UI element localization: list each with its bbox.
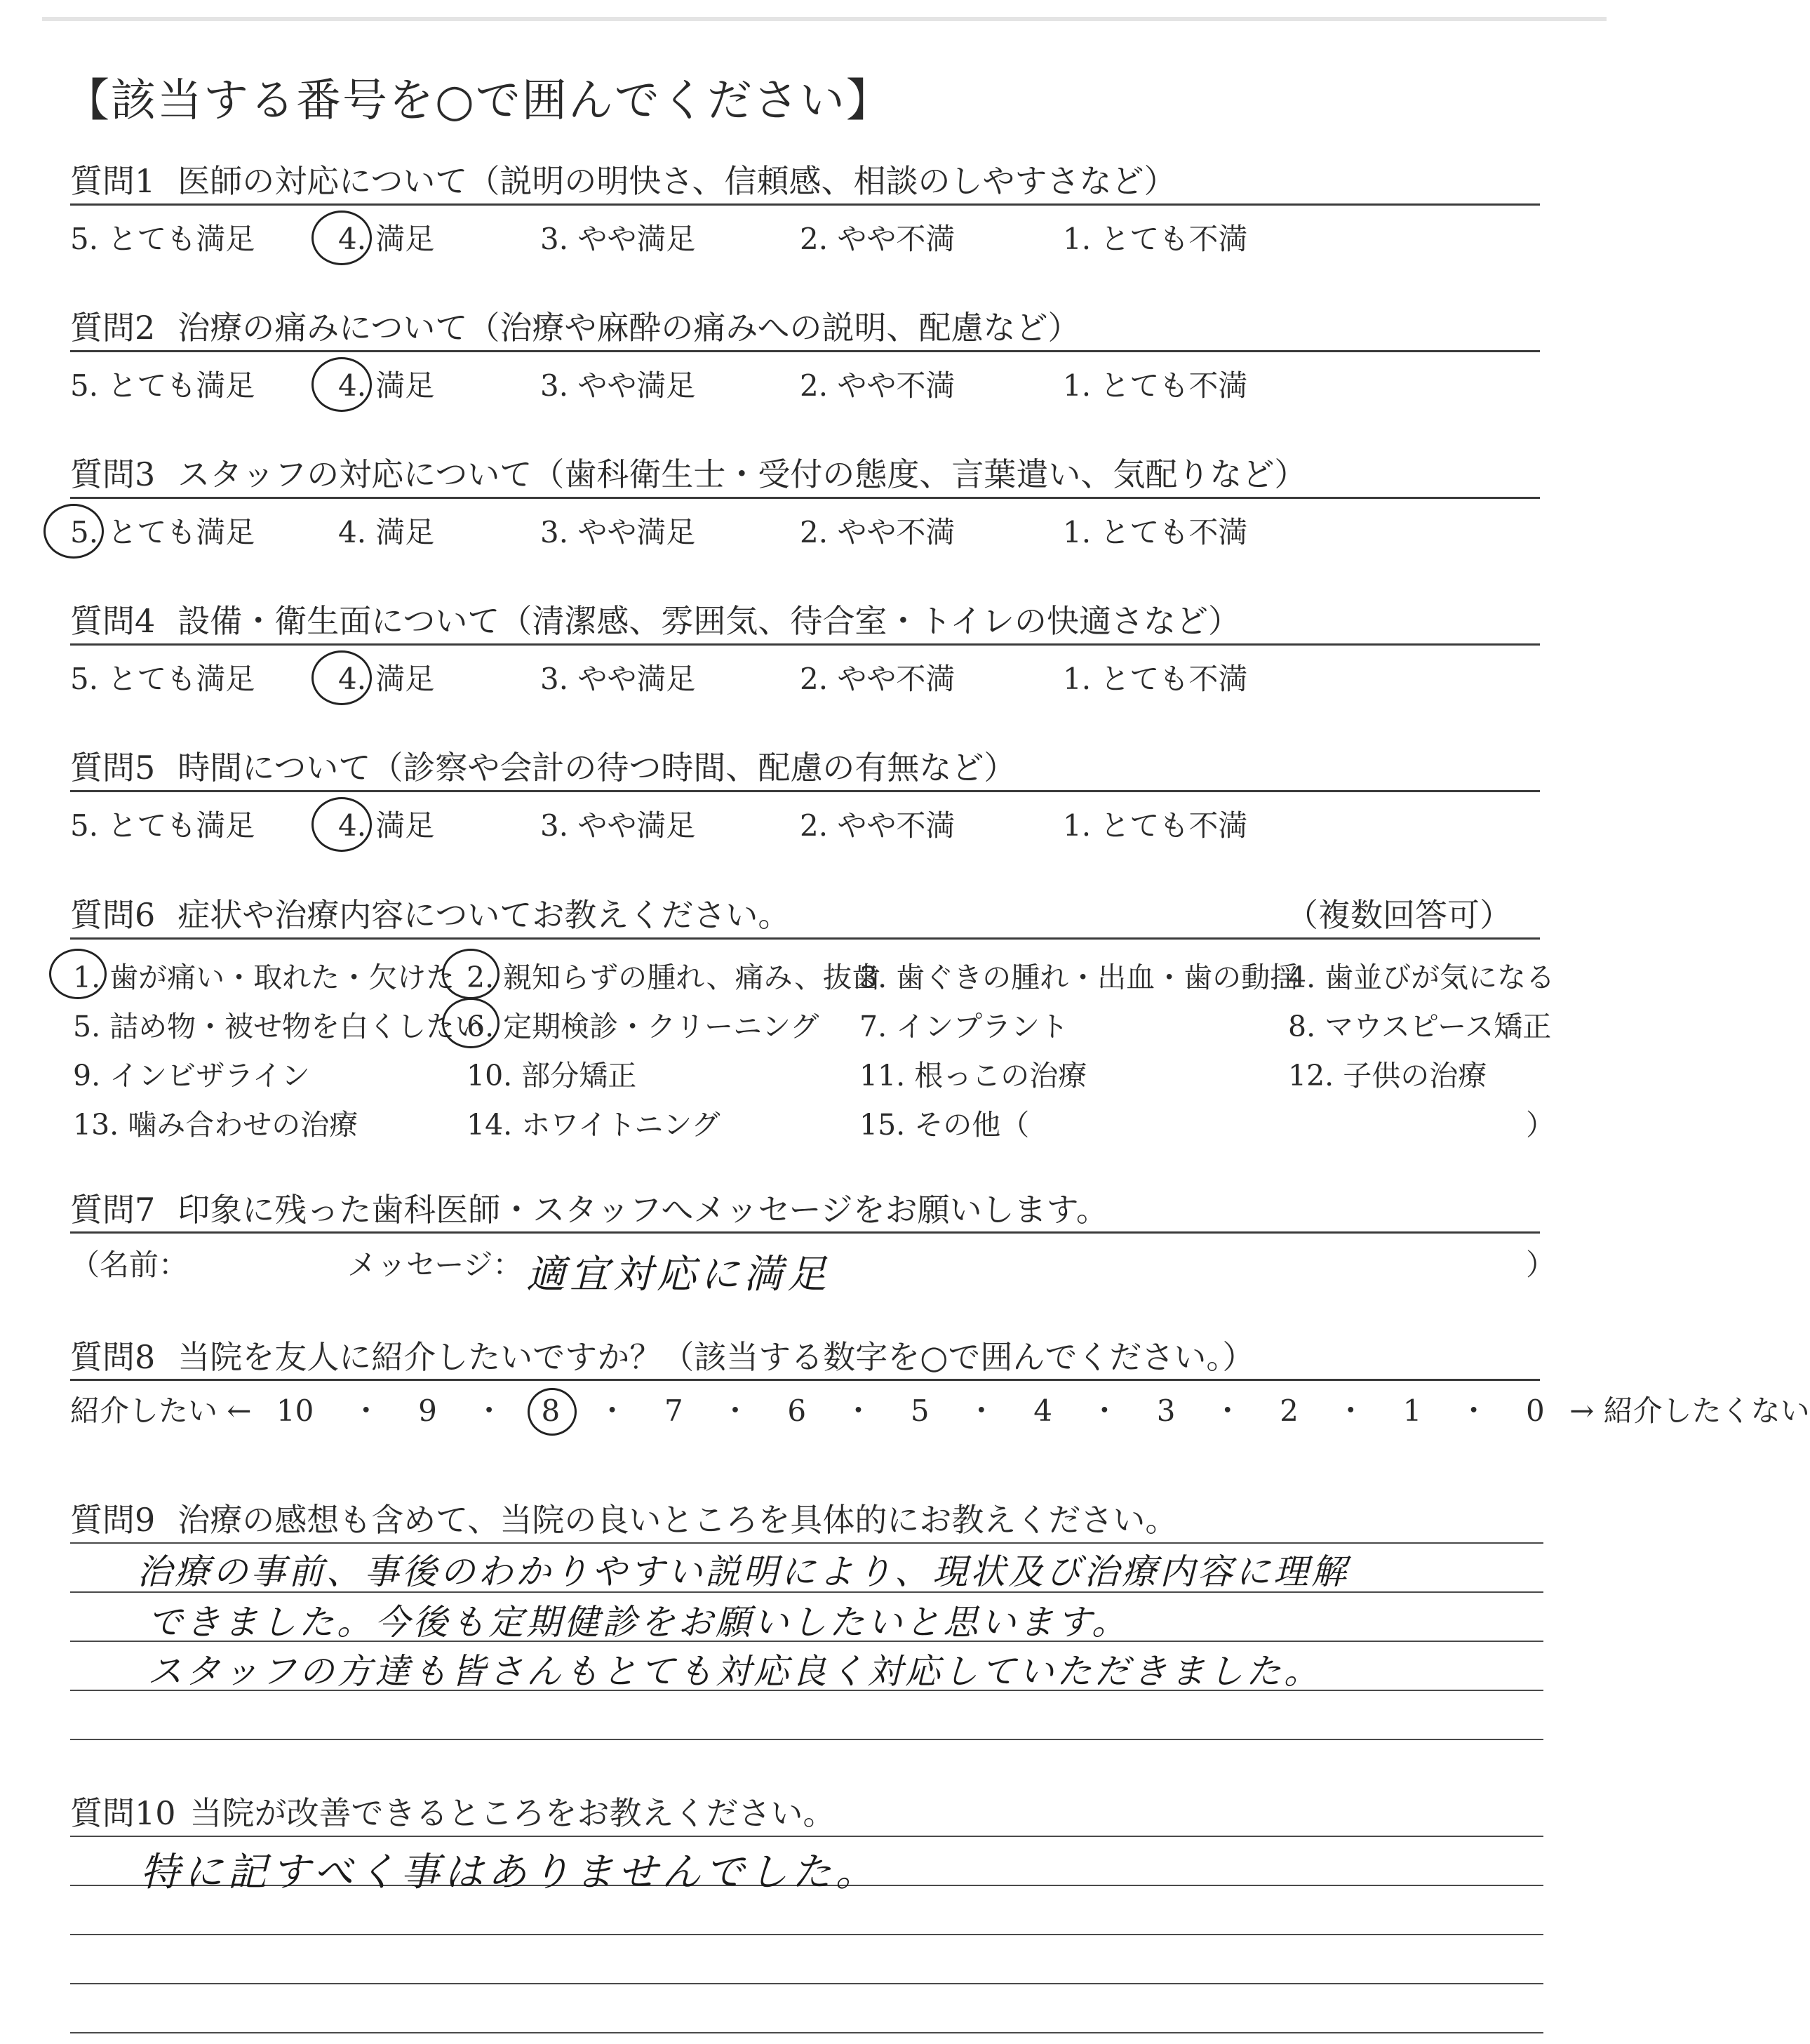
q7-number: 質問7 [70, 1191, 156, 1229]
q8-text: 当院を友人に紹介したいですか？（該当する数字を○で囲んでください。） [177, 1338, 1255, 1376]
q6-text: 症状や治療内容についてお教えください。 [177, 896, 791, 934]
question-4-header [70, 596, 1240, 642]
symptom-other-close: ） [1526, 1108, 1555, 1142]
symptom-option-6[interactable]: 6. 定期検診・クリーニング [467, 1010, 819, 1043]
q9-header [70, 1495, 1177, 1541]
question-2-option-3[interactable]: 3. やや満足 [540, 368, 696, 403]
symptom-option-13[interactable]: 13. 噛み合わせの治療 [73, 1108, 358, 1142]
q10-line-3 [70, 1934, 1543, 1935]
question-5-option-4[interactable]: 4. 満足 [338, 808, 435, 843]
question-3-option-4[interactable]: 4. 満足 [338, 515, 435, 549]
scale-separator: ・ [1203, 1394, 1252, 1428]
scale-separator: ・ [1449, 1394, 1498, 1428]
question-4-option-5[interactable]: 5. とても満足 [70, 662, 255, 696]
question-5-option-3[interactable]: 3. やや満足 [540, 808, 696, 843]
question-1-option-1[interactable]: 1. とても不満 [1063, 222, 1248, 256]
symptom-option-15[interactable]: 15. その他（ [859, 1108, 1030, 1142]
recommend-scale-value-1[interactable]: 1 [1402, 1394, 1422, 1428]
symptom-option-12[interactable]: 12. 子供の治療 [1288, 1059, 1487, 1093]
question-2-number: 質問2 [70, 309, 156, 347]
recommend-scale-value-3[interactable]: 3 [1156, 1394, 1176, 1428]
question-5-option-2[interactable]: 2. やや不満 [800, 808, 956, 843]
q10-number: 質問10 [70, 1794, 176, 1832]
question-4-option-1[interactable]: 1. とても不満 [1063, 662, 1248, 696]
question-3-header [70, 449, 1306, 495]
recommend-scale-value-0[interactable]: 0 [1526, 1394, 1545, 1428]
question-2-header [70, 302, 1080, 349]
q6-number: 質問6 [70, 896, 156, 934]
q6-note: （複数回答可） [1286, 896, 1512, 934]
symptom-option-2[interactable]: 2. 親知らずの腫れ、痛み、抜歯 [467, 961, 881, 994]
scale-separator: ・ [464, 1394, 514, 1428]
symptom-option-1[interactable]: 1. 歯が痛い・取れた・欠けた [73, 961, 455, 994]
symptom-option-4[interactable]: 4. 歯並びが気になる [1288, 961, 1555, 994]
selection-circle-recommend [528, 1388, 577, 1436]
symptom-option-11[interactable]: 11. 根っこの治療 [859, 1059, 1087, 1093]
question-4-rule [70, 643, 1540, 646]
question-2-option-5[interactable]: 5. とても満足 [70, 368, 255, 403]
q7-close-paren: ） [1526, 1248, 1556, 1282]
q10-line-4 [70, 1983, 1543, 1984]
scale-separator: ・ [1326, 1394, 1375, 1428]
recommend-scale-value-7[interactable]: 7 [664, 1394, 683, 1428]
question-4-option-3[interactable]: 3. やや満足 [540, 662, 696, 696]
recommend-scale [70, 1388, 1810, 1430]
q6-header [70, 890, 1540, 936]
recommend-scale-value-2[interactable]: 2 [1280, 1394, 1299, 1428]
scale-separator: ・ [834, 1394, 883, 1428]
q7-rule [70, 1231, 1540, 1234]
recommend-scale-value-6[interactable]: 6 [787, 1394, 807, 1428]
scale-separator: ・ [588, 1394, 636, 1428]
q7-header [70, 1184, 1108, 1231]
question-5-rule [70, 790, 1540, 792]
scan-top-edge [42, 17, 1607, 21]
question-5-number: 質問5 [70, 749, 156, 787]
q9-text: 治療の感想も含めて、当院の良いところを具体的にお教えください。 [177, 1501, 1178, 1539]
question-3-option-2[interactable]: 2. やや不満 [800, 515, 956, 549]
question-1-rule [70, 203, 1540, 206]
symptom-option-10[interactable]: 10. 部分矯正 [467, 1059, 637, 1093]
q7-name-label: （名前： [70, 1248, 189, 1282]
question-4-text: 設備・衛生面について（清潔感、雰囲気、待合室・トイレの快適さなど） [177, 602, 1241, 640]
question-1-header [70, 156, 1176, 202]
symptom-option-9[interactable]: 9. インビザライン [73, 1059, 310, 1093]
recommend-scale-value-8[interactable]: 8 [542, 1394, 561, 1428]
question-1-option-5[interactable]: 5. とても満足 [70, 222, 255, 256]
q9-handwritten-line-2: できました。今後も定期健診をお願いしたいと思います。 [147, 1602, 1129, 1643]
q10-handwritten: 特に記すべく事はありませんでした。 [140, 1850, 879, 1895]
question-4-number: 質問4 [70, 602, 156, 640]
question-5-option-1[interactable]: 1. とても不満 [1063, 808, 1248, 843]
question-1-number: 質問1 [70, 162, 156, 200]
q7-message-label: メッセージ： [347, 1248, 523, 1282]
question-2-text: 治療の痛みについて（治療や麻酔の痛みへの説明、配慮など） [177, 309, 1080, 347]
question-4-option-2[interactable]: 2. やや不満 [800, 662, 956, 696]
recommend-scale-numbers [261, 1394, 1560, 1428]
question-3-text: スタッフの対応について（歯科衛生士・受付の態度、言葉遣い、気配りなど） [177, 455, 1307, 493]
q9-handwritten-line-3: スタッフの方達も皆さんもとても対応良く対応していただきました。 [147, 1651, 1322, 1692]
q10-text: 当院が改善できるところをお教えください。 [189, 1794, 836, 1832]
recommend-scale-value-9[interactable]: 9 [418, 1394, 437, 1428]
question-3-option-1[interactable]: 1. とても不満 [1063, 515, 1248, 549]
symptom-option-8[interactable]: 8. マウスピース矯正 [1288, 1010, 1552, 1043]
q10-line-5 [70, 2032, 1543, 2033]
scale-separator: ・ [342, 1394, 391, 1428]
scale-separator: ・ [1080, 1394, 1129, 1428]
recommend-right-label: → 紹介したくない [1569, 1394, 1810, 1428]
question-3-option-5[interactable]: 5. とても満足 [70, 515, 255, 549]
symptom-option-5[interactable]: 5. 詰め物・被せ物を白くしたい [73, 1010, 484, 1043]
question-3-rule [70, 497, 1540, 499]
symptom-option-3[interactable]: 3. 歯ぐきの腫れ・出血・歯の動揺 [859, 961, 1299, 994]
question-2-rule [70, 350, 1540, 352]
question-1-text: 医師の対応について（説明の明快さ、信頼感、相談のしやすさなど） [177, 162, 1176, 200]
q9-handwritten-line-1: 治療の事前、事後のわかりやすい説明により、現状及び治療内容に理解 [137, 1551, 1349, 1592]
question-2-option-1[interactable]: 1. とても不満 [1063, 368, 1248, 403]
question-3-number: 質問3 [70, 455, 156, 493]
question-5-header [70, 742, 1016, 789]
scale-separator: ・ [711, 1394, 760, 1428]
q10-header [70, 1788, 836, 1834]
q7-text: 印象に残った歯科医師・スタッフへメッセージをお願いします。 [177, 1191, 1108, 1229]
symptom-option-14[interactable]: 14. ホワイトニング [467, 1108, 720, 1142]
question-5-option-5[interactable]: 5. とても満足 [70, 808, 255, 843]
question-1-option-3[interactable]: 3. やや満足 [540, 222, 696, 256]
question-2-option-4[interactable]: 4. 満足 [338, 368, 435, 403]
recommend-scale-value-10[interactable]: 10 [276, 1394, 314, 1428]
question-3-option-3[interactable]: 3. やや満足 [540, 515, 696, 549]
q10-line-1 [70, 1836, 1543, 1837]
scale-separator: ・ [957, 1394, 1006, 1428]
recommend-left-label: 紹介したい ← [70, 1394, 252, 1428]
q8-header [70, 1332, 1254, 1378]
question-5-text: 時間について（診察や会計の待つ時間、配慮の有無など） [177, 749, 1017, 787]
question-2-option-2[interactable]: 2. やや不満 [800, 368, 956, 403]
recommend-scale-value-4[interactable]: 4 [1033, 1394, 1052, 1428]
question-1-option-4[interactable]: 4. 満足 [338, 222, 435, 256]
question-1-option-2[interactable]: 2. やや不満 [800, 222, 956, 256]
q6-rule [70, 937, 1540, 940]
q7-handwritten-message: 適宜対応に満足 [526, 1252, 831, 1297]
question-4-option-4[interactable]: 4. 満足 [338, 662, 435, 696]
q9-number: 質問9 [70, 1501, 156, 1539]
q9-line-5 [70, 1739, 1543, 1740]
q8-rule [70, 1379, 1540, 1381]
q8-number: 質問8 [70, 1338, 156, 1376]
form-heading: 【該当する番号を○で囲んでください】 [65, 75, 892, 127]
symptom-option-7[interactable]: 7. インプラント [859, 1010, 1069, 1043]
recommend-scale-value-5[interactable]: 5 [910, 1394, 930, 1428]
